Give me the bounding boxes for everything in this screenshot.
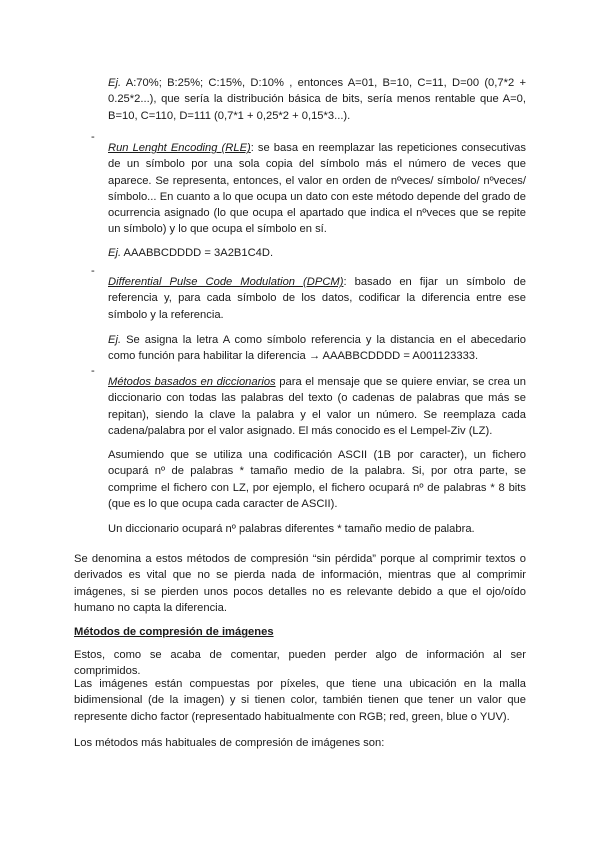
image-paragraph-2: Las imágenes están compuestas por píxeles, que tiene una ubicación en la malla bidimensional (de la imagen) y si tienen color, también tienen que tener un valor que represente dicho factor (representado habitualmente con RGB; red, green, blue o YUV). [74, 678, 526, 723]
image-paragraph-1: Estos, como se acaba de comentar, pueden perder algo de información al ser comprimidos. [74, 649, 526, 678]
example-label: Ej. [108, 334, 122, 347]
example-dpcm [108, 332, 526, 364]
ascii-paragraph: Asumiendo que se utiliza una codificación ASCII (1B por caracter), un fichero ocupará nº de palabras * tamaño medio de la palabra. Si, por otra parte, se comprime el fichero con LZ, por ejemplo, el fichero ocupará nº de palabras * 8 bits (que es lo que ocupa cada caracter de ASCII). [108, 449, 526, 510]
example-label: Ej. [108, 247, 122, 260]
dictionary-paragraph: Un diccionario ocupará nº palabras diferentes * tamaño medio de palabra. [108, 523, 475, 536]
example-huffman [108, 75, 526, 124]
example-text: A:70%; B:25%; C:15%, D:10% , entonces A=01, B=10, C=11, D=00 (0,7*2 + 0.25*2...), que sería la distribución básica de bits, sería menos rentable que A=0, B=10, C=110, D=111 (0,7*1 + 0,25*2 + 0,15*3...). [108, 77, 526, 122]
bullet-term: Run Lenght Encoding (RLE) [108, 142, 251, 155]
bullet-text: para el mensaje que se quiere enviar, se crea un diccionario con todas las palabras del texto (o cadenas de palabras que más se repitan), siendo la clave la palabra y el valor un número. Se reemplaza cada cadena/palabra por el valor asignado. El más conocido es el Lempel-Ziv (LZ). [108, 376, 526, 437]
example-text: Se asigna la letra A como símbolo referencia y la distancia en el abecedario como función para habilitar la diferencia → AAABBCDDDD = A001123333. [108, 334, 526, 363]
bullet-text: : basado en fijar un símbolo de referencia y, para cada símbolo de los datos, codificar la diferencia entre ese símbolo y la referencia. [108, 276, 526, 321]
example-text: AAABBCDDDD = 3A2B1C4D. [121, 247, 274, 260]
bullet-marker: - [91, 265, 95, 277]
example-rle [108, 245, 526, 261]
bullet-term: Métodos basados en diccionarios [108, 376, 276, 389]
image-paragraph-3: Los métodos más habituales de compresión de imágenes son: [74, 737, 385, 750]
bullet-text: : se basa en reemplazar las repeticiones consecutivas de un símbolo por una sola copia del símbolo más el número de veces que aparece. Se representa, entonces, el valor en orden de nºveces/ símbolo/ nºveces/ símbolo... En cuanto a lo que ocupa un dato con este método depende del grado de ocurrencia asignado (lo que ocupa el apartado que indica el nºveces que se repite un símbolo) y lo que ocupa el símbolo en sí. [108, 142, 526, 236]
bullet-dpcm [108, 274, 526, 323]
lossless-paragraph: Se denomina a estos métodos de compresión “sin pérdida” porque al comprimir textos o derivados es vital que no se pierda nada de información, mientras que al comprimir imágenes, si se pierden unos pocos detalles no es relevante debido a que el ojo/oído humano no capta la diferencia. [74, 553, 526, 614]
section-heading: Métodos de compresión de imágenes [74, 626, 274, 639]
bullet-marker: - [91, 365, 95, 377]
bullet-dictionary [108, 374, 526, 439]
bullet-rle [108, 140, 526, 237]
example-label: Ej. [108, 77, 122, 90]
bullet-marker: - [91, 131, 95, 143]
bullet-term: Differential Pulse Code Modulation (DPCM) [108, 276, 344, 289]
